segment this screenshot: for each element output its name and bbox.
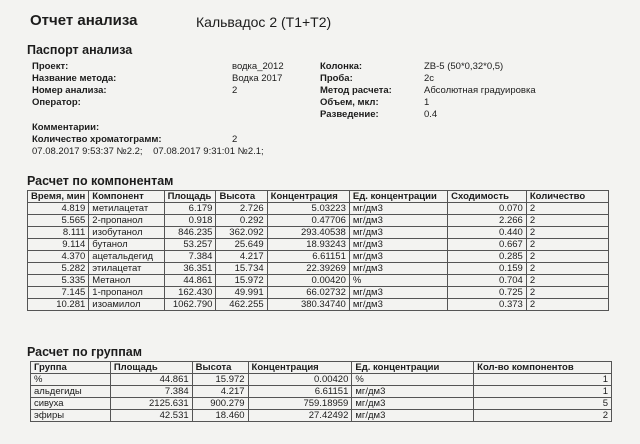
height-cell: 15.972: [216, 275, 267, 287]
sample-name: Кальвадос 2 (Т1+Т2): [196, 14, 332, 30]
column-header: Высота: [216, 191, 267, 203]
time-cell: 9.114: [28, 239, 89, 251]
components-heading: Расчет по компонентам: [27, 174, 174, 188]
height-cell: 2.726: [216, 203, 267, 215]
component-count-cell: 2: [474, 410, 612, 422]
column-header: Ед. концентрации: [349, 191, 447, 203]
concentration-cell: 6.61151: [248, 386, 352, 398]
height-cell: 15.972: [192, 374, 248, 386]
component-cell: метилацетат: [89, 203, 164, 215]
count-cell: 2: [526, 203, 608, 215]
area-cell: 846.235: [164, 227, 216, 239]
unit-cell: мг/дм3: [352, 410, 474, 422]
count-cell: 2: [526, 239, 608, 251]
group-cell: альдегиды: [31, 386, 111, 398]
area-cell: 162.430: [164, 287, 216, 299]
unit-cell: %: [352, 374, 474, 386]
unit-cell: мг/дм3: [349, 227, 447, 239]
area-cell: 2125.631: [110, 398, 192, 410]
area-cell: 1062.790: [164, 299, 216, 311]
concentration-cell: 66.02732: [267, 287, 349, 299]
concentration-cell: 0.47706: [267, 215, 349, 227]
component-count-cell: 5: [474, 398, 612, 410]
area-cell: 0.918: [164, 215, 216, 227]
area-cell: 36.351: [164, 263, 216, 275]
unit-cell: мг/дм3: [349, 263, 447, 275]
count-cell: 2: [526, 263, 608, 275]
chromatogram-count-value: 2: [232, 134, 238, 145]
height-cell: 0.292: [216, 215, 267, 227]
group-cell: сивуха: [31, 398, 111, 410]
table-row: [28, 203, 609, 215]
time-cell: 5.282: [28, 263, 89, 275]
column-header: Концентрация: [267, 191, 349, 203]
count-cell: 2: [526, 287, 608, 299]
method-value: Водка 2017: [232, 73, 283, 84]
concentration-cell: 6.61151: [267, 251, 349, 263]
report-title: Отчет анализа: [30, 12, 138, 29]
column-header: Количество: [526, 191, 608, 203]
sample-value: 2c: [424, 73, 435, 84]
count-cell: 2: [526, 215, 608, 227]
unit-cell: мг/дм3: [349, 215, 447, 227]
area-cell: 53.257: [164, 239, 216, 251]
height-cell: 25.649: [216, 239, 267, 251]
concentration-cell: 759.18959: [248, 398, 352, 410]
concentration-cell: 0.00420: [267, 275, 349, 287]
height-cell: 462.255: [216, 299, 267, 311]
area-cell: 7.384: [110, 386, 192, 398]
concentration-cell: 22.39269: [267, 263, 349, 275]
calc-method-value: Абсолютная градуировка: [424, 85, 536, 96]
table-row: [31, 386, 612, 398]
column-header: Ед. концентрации: [352, 362, 474, 374]
column-label: Колонка:: [320, 61, 363, 72]
convergence-cell: 0.285: [448, 251, 527, 263]
column-header: Площадь: [164, 191, 216, 203]
groups-header-row: [31, 362, 612, 374]
time-cell: 4.819: [28, 203, 89, 215]
count-cell: 2: [526, 299, 608, 311]
table-row: [28, 215, 609, 227]
height-cell: 4.217: [192, 386, 248, 398]
dilution-value: 0.4: [424, 109, 438, 120]
convergence-cell: 0.440: [448, 227, 527, 239]
column-header: Сходимость: [448, 191, 527, 203]
table-row: [28, 227, 609, 239]
column-header: Высота: [192, 362, 248, 374]
comments-label: Комментарии:: [32, 122, 100, 133]
table-row: [28, 251, 609, 263]
area-cell: 44.861: [110, 374, 192, 386]
sample-label: Проба:: [320, 73, 353, 84]
component-cell: Метанол: [89, 275, 164, 287]
table-row: [31, 410, 612, 422]
time-cell: 5.335: [28, 275, 89, 287]
table-row: [28, 275, 609, 287]
table-row: [28, 287, 609, 299]
convergence-cell: 0.704: [448, 275, 527, 287]
volume-value: 1: [424, 97, 430, 108]
table-row: [31, 398, 612, 410]
groups-heading: Расчет по группам: [27, 345, 142, 359]
convergence-cell: 0.070: [448, 203, 527, 215]
convergence-cell: 0.667: [448, 239, 527, 251]
component-cell: 1-пропанол: [89, 287, 164, 299]
concentration-cell: 27.42492: [248, 410, 352, 422]
operator-label: Оператор:: [32, 97, 81, 108]
unit-cell: мг/дм3: [349, 251, 447, 263]
count-cell: 2: [526, 227, 608, 239]
height-cell: 4.217: [216, 251, 267, 263]
table-row: [31, 374, 612, 386]
component-count-cell: 1: [474, 386, 612, 398]
concentration-cell: 18.93243: [267, 239, 349, 251]
component-cell: бутанол: [89, 239, 164, 251]
concentration-cell: 293.40538: [267, 227, 349, 239]
time-cell: 7.145: [28, 287, 89, 299]
components-table: [27, 190, 609, 311]
table-row: [28, 263, 609, 275]
unit-cell: мг/дм3: [352, 386, 474, 398]
project-label: Проект:: [32, 61, 69, 72]
unit-cell: мг/дм3: [349, 287, 447, 299]
unit-cell: мг/дм3: [352, 398, 474, 410]
group-cell: эфиры: [31, 410, 111, 422]
area-cell: 42.531: [110, 410, 192, 422]
calc-method-label: Метод расчета:: [320, 85, 392, 96]
convergence-cell: 0.159: [448, 263, 527, 275]
convergence-cell: 0.373: [448, 299, 527, 311]
time-cell: 5.565: [28, 215, 89, 227]
analysis-number-value: 2: [232, 85, 238, 96]
unit-cell: %: [349, 275, 447, 287]
column-value: ZB-5 (50*0,32*0,5): [424, 61, 504, 72]
column-header: Компонент: [89, 191, 164, 203]
groups-table: [30, 361, 612, 422]
convergence-cell: 0.725: [448, 287, 527, 299]
time-cell: 8.111: [28, 227, 89, 239]
project-value: водка_2012: [232, 61, 284, 72]
height-cell: 49.991: [216, 287, 267, 299]
height-cell: 900.279: [192, 398, 248, 410]
count-cell: 2: [526, 275, 608, 287]
area-cell: 44.861: [164, 275, 216, 287]
unit-cell: мг/дм3: [349, 239, 447, 251]
passport-heading: Паспорт анализа: [27, 43, 133, 57]
component-cell: этилацетат: [89, 263, 164, 275]
column-header: Кол-во компонентов: [474, 362, 612, 374]
column-header: Время, мин: [28, 191, 89, 203]
unit-cell: мг/дм3: [349, 203, 447, 215]
analysis-number-label: Номер анализа:: [32, 85, 107, 96]
height-cell: 18.460: [192, 410, 248, 422]
group-cell: %: [31, 374, 111, 386]
count-cell: 2: [526, 251, 608, 263]
component-cell: изобутанол: [89, 227, 164, 239]
component-cell: ацетальдегид: [89, 251, 164, 263]
component-cell: 2-пропанол: [89, 215, 164, 227]
table-row: [28, 299, 609, 311]
height-cell: 15.734: [216, 263, 267, 275]
chromatogram-count-label: Количество хроматограмм:: [32, 134, 162, 145]
time-cell: 4.370: [28, 251, 89, 263]
components-header-row: [28, 191, 609, 203]
dilution-label: Разведение:: [320, 109, 379, 120]
component-count-cell: 1: [474, 374, 612, 386]
table-row: [28, 239, 609, 251]
height-cell: 362.092: [216, 227, 267, 239]
volume-label: Объем, мкл:: [320, 97, 379, 108]
convergence-cell: 2.266: [448, 215, 527, 227]
component-cell: изоамилол: [89, 299, 164, 311]
time-cell: 10.281: [28, 299, 89, 311]
column-header: Площадь: [110, 362, 192, 374]
column-header: Концентрация: [248, 362, 352, 374]
concentration-cell: 0.00420: [248, 374, 352, 386]
chromatogram-list: 07.08.2017 9:53:37 №2.2; 07.08.2017 9:31:01 №2.1;: [32, 146, 264, 157]
unit-cell: мг/дм3: [349, 299, 447, 311]
column-header: Группа: [31, 362, 111, 374]
concentration-cell: 5.03223: [267, 203, 349, 215]
method-label: Название метода:: [32, 73, 117, 84]
area-cell: 7.384: [164, 251, 216, 263]
concentration-cell: 380.34740: [267, 299, 349, 311]
area-cell: 6.179: [164, 203, 216, 215]
